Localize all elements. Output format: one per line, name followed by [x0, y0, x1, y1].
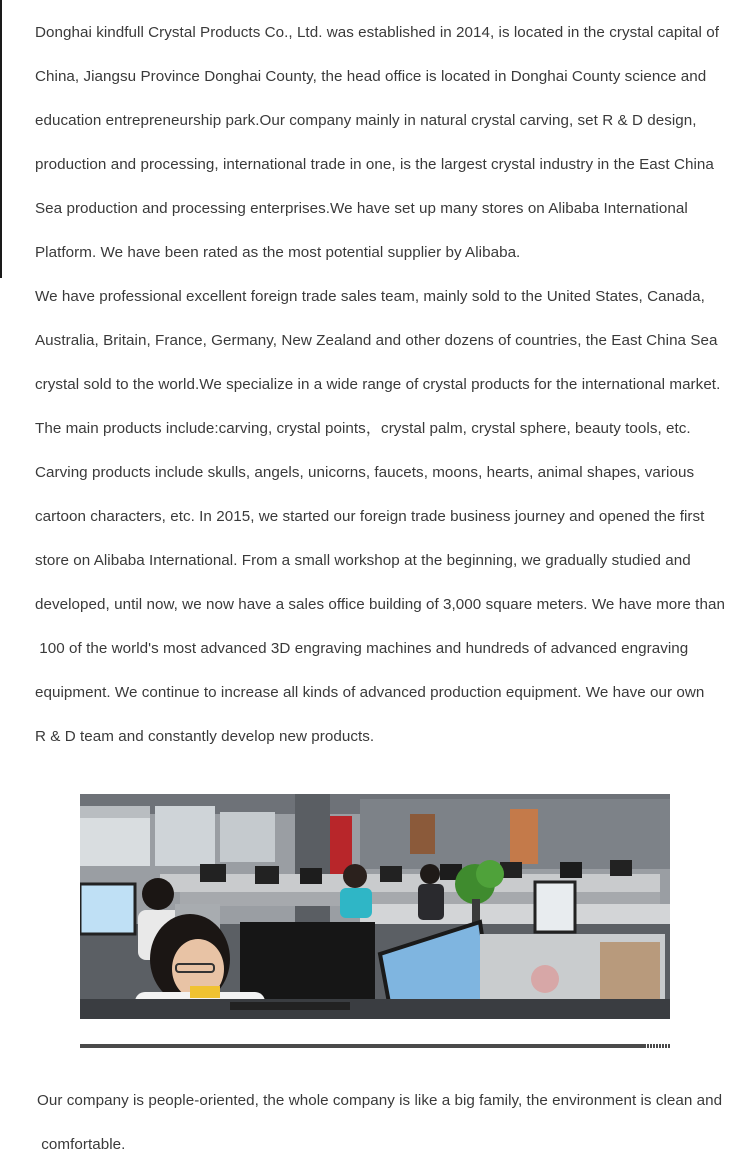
intro-line: Sea production and processing enterprises.We have set up many stores on Alibaba International: [35, 200, 688, 217]
business-line: developed, until now, we now have a sales office building of 3,000 square meters. We have more than: [35, 596, 725, 613]
business-line: The main products include:carving, crystal points，crystal palm, crystal sphere, beauty tools, etc.: [35, 420, 691, 437]
business-line: cartoon characters, etc. In 2015, we started our foreign trade business journey and opened the first: [35, 508, 705, 525]
intro-line: education entrepreneurship park.Our company mainly in natural crystal carving, set R & D design,: [35, 112, 697, 129]
intro-line: production and processing, international trade in one, is the largest crystal industry in the East China: [35, 156, 714, 173]
intro-line: China, Jiangsu Province Donghai County, the head office is located in Donghai County science and: [35, 68, 707, 85]
culture-line: comfortable.: [37, 1136, 126, 1153]
business-line: R & D team and constantly develop new products.: [35, 728, 375, 745]
business-line: 100 of the world's most advanced 3D engraving machines and hundreds of advanced engraving: [35, 640, 689, 657]
intro-line: Platform. We have been rated as the most potential supplier by Alibaba.: [35, 244, 521, 261]
office-photo: [80, 794, 670, 1019]
business-line: Carving products include skulls, angels, unicorns, faucets, moons, hearts, animal shapes, various: [35, 464, 695, 481]
business-paragraph: [35, 275, 735, 759]
business-line: Australia, Britain, France, Germany, New Zealand and other dozens of countries, the East China Sea: [35, 332, 718, 349]
culture-paragraph: [37, 1079, 737, 1167]
business-line: crystal sold to the world.We specialize in a wide range of crystal products for the international market.: [35, 376, 721, 393]
business-line: equipment. We continue to increase all kinds of advanced production equipment. We have our own: [35, 684, 705, 701]
business-line: store on Alibaba International. From a small workshop at the beginning, we gradually studied and: [35, 552, 691, 569]
section-divider: [80, 1044, 646, 1048]
divider-dotted-end: [647, 1044, 671, 1048]
intro-line: Donghai kindfull Crystal Products Co., Ltd. was established in 2014, is located in the crystal capital of: [35, 24, 719, 41]
business-line: We have professional excellent foreign trade sales team, mainly sold to the United States, Canada,: [35, 288, 705, 305]
left-border-rule: [0, 0, 2, 278]
culture-line: Our company is people-oriented, the whole company is like a big family, the environment is clean and: [37, 1092, 723, 1109]
intro-paragraph: [35, 11, 735, 275]
